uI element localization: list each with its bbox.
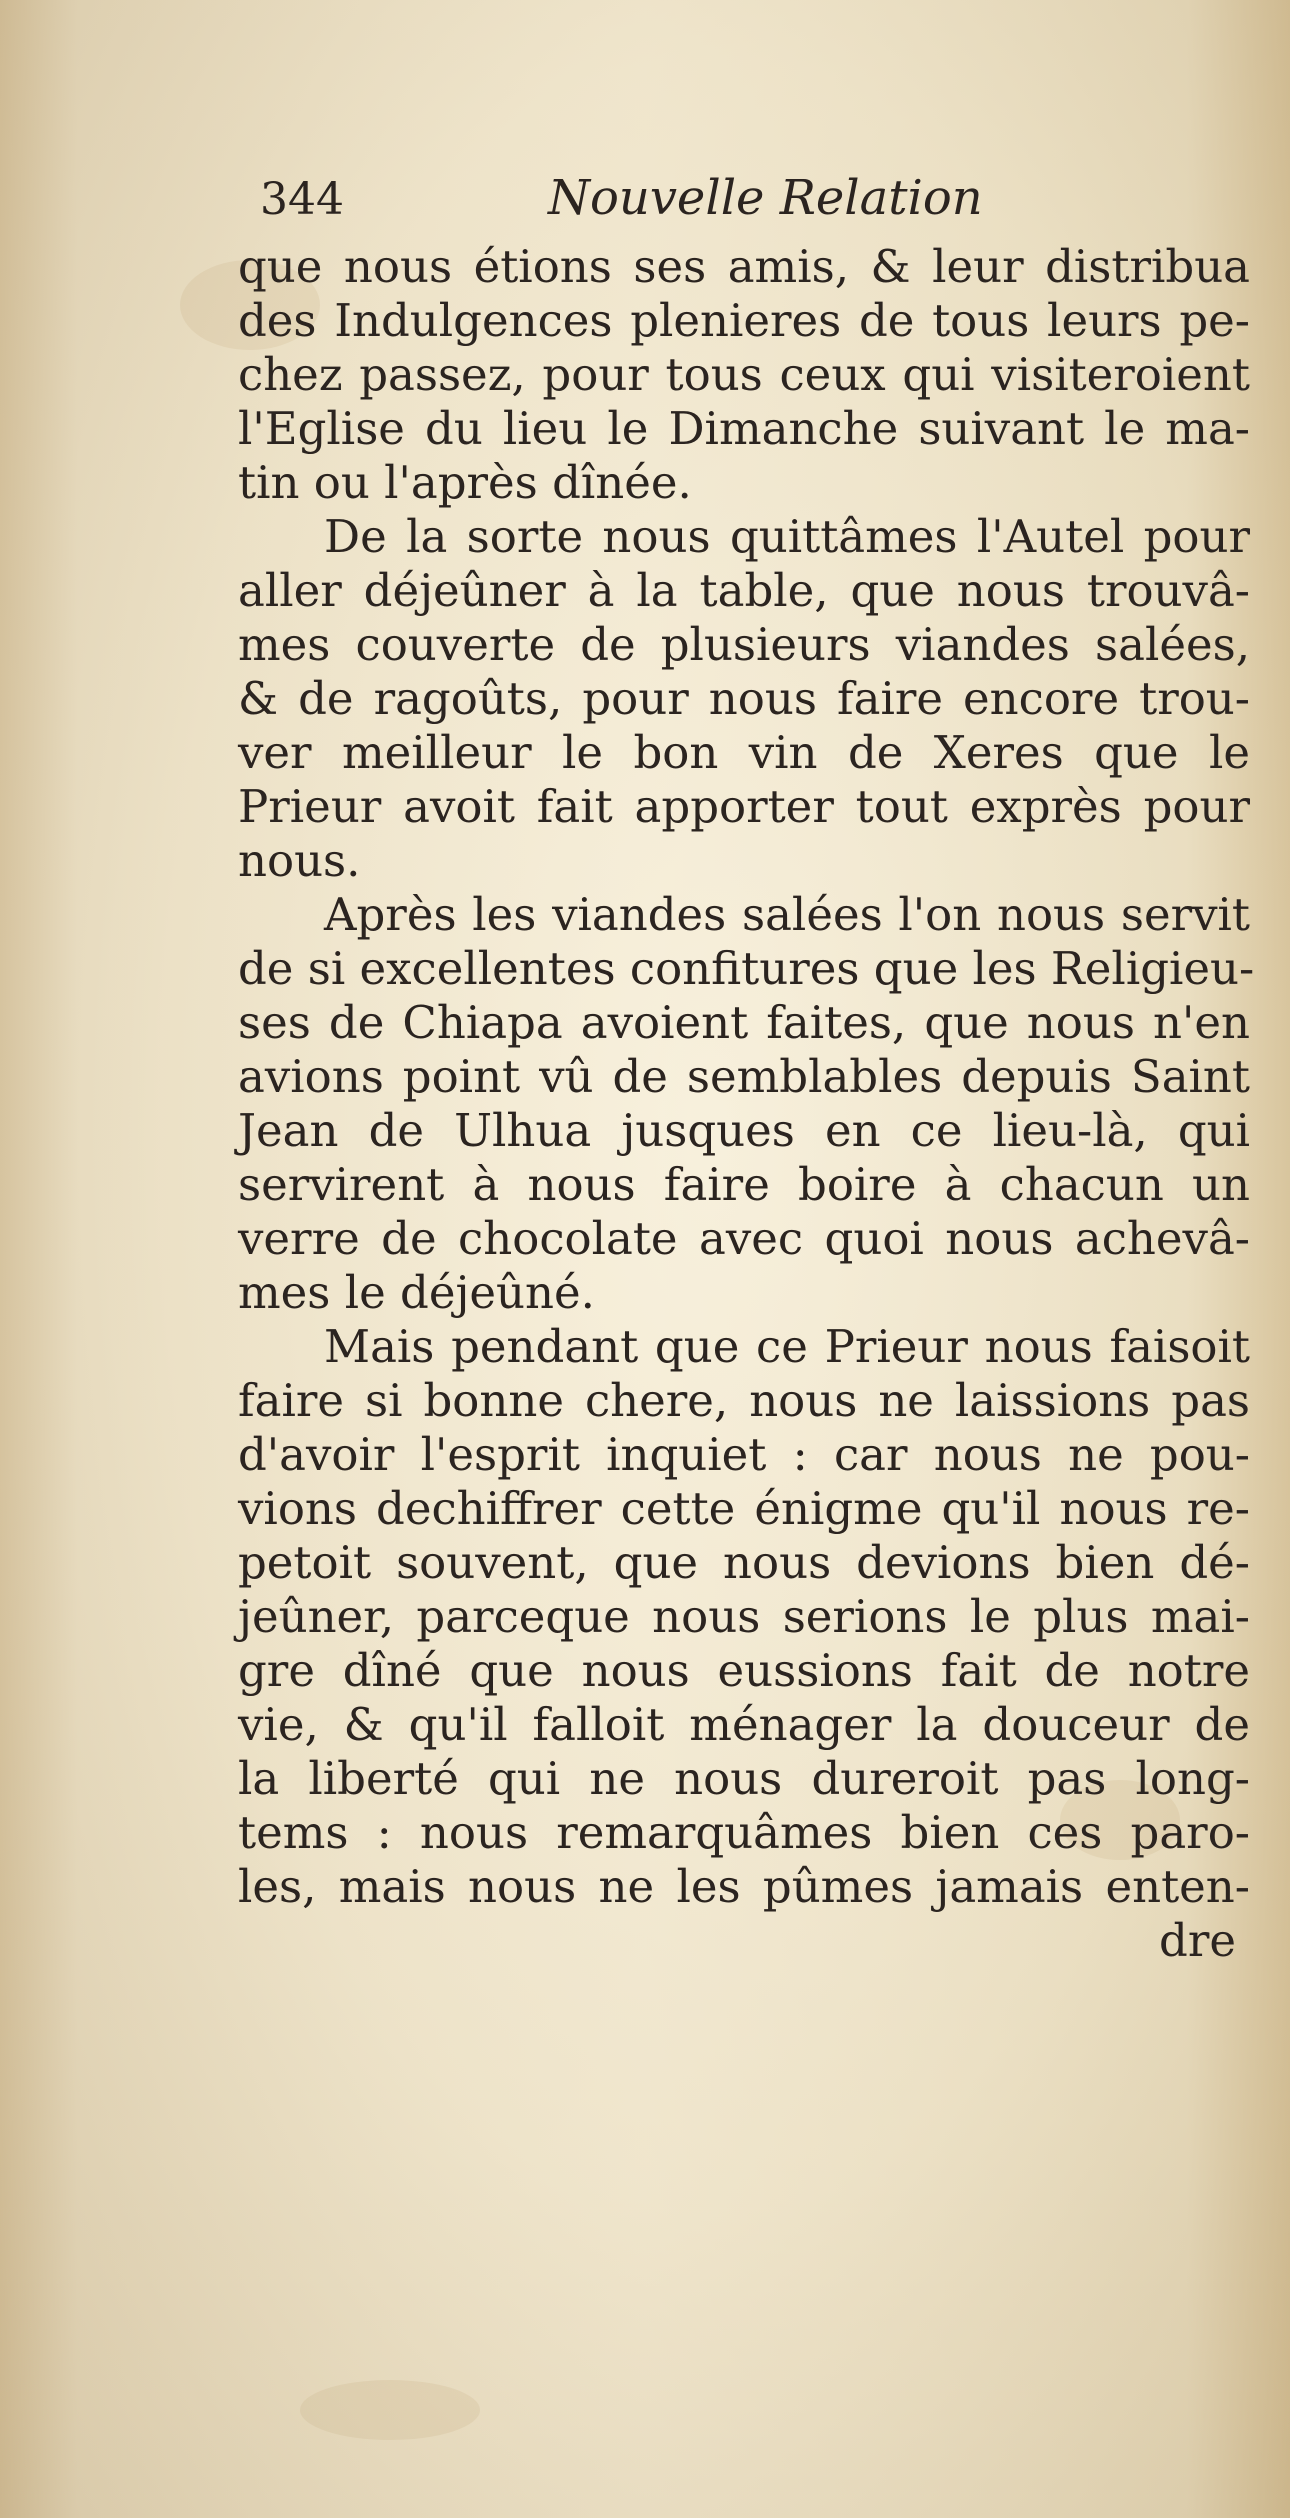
text-line: des Indulgences plenieres de tous leurs pe- [238, 294, 1250, 347]
text-line: jeûner, parceque nous serions le plus mai- [238, 1590, 1250, 1643]
page-number: 344 [260, 174, 344, 225]
text-line: servirent à nous faire boire à chacun un [238, 1158, 1250, 1211]
text-line: ver meilleur le bon vin de Xeres que le [238, 726, 1250, 779]
text-line: gre dîné que nous eussions fait de notre [238, 1644, 1250, 1697]
text-line: tems : nous remarquâmes bien ces paro- [238, 1806, 1250, 1859]
text-line: Prieur avoit fait apporter tout exprès pour [238, 780, 1250, 833]
text-line: vie, & qu'il falloit ménager la douceur de [238, 1698, 1250, 1751]
text-line: nous. [238, 834, 361, 887]
text-line: Après les viandes salées l'on nous servit [324, 888, 1250, 941]
text-line: Jean de Ulhua jusques en ce lieu-là, qui [238, 1104, 1250, 1157]
text-line: aller déjeûner à la table, que nous trouvâ- [238, 564, 1250, 617]
text-line: Mais pendant que ce Prieur nous faisoit [324, 1320, 1250, 1373]
text-line: que nous étions ses amis, & leur distribua [238, 240, 1250, 293]
text-line: faire si bonne chere, nous ne laissions pas [238, 1374, 1250, 1427]
text-line: petoit souvent, que nous devions bien dé- [238, 1536, 1250, 1589]
text-line: vions dechiffrer cette énigme qu'il nous re- [238, 1482, 1250, 1535]
text-line: mes couverte de plusieurs viandes salées, [238, 618, 1250, 671]
text-line: avions point vû de semblables depuis Saint [238, 1050, 1250, 1103]
text-line: tin ou l'après dînée. [238, 456, 692, 509]
paper-stain [300, 2380, 480, 2440]
text-line: de si excellentes confitures que les Religieu- [238, 942, 1255, 995]
text-line: ses de Chiapa avoient faites, que nous n'en [238, 996, 1250, 1049]
text-line: d'avoir l'esprit inquiet : car nous ne pou- [238, 1428, 1250, 1481]
text-line: chez passez, pour tous ceux qui visiteroient [238, 348, 1250, 401]
catchword: dre [1159, 1914, 1236, 1967]
text-line: & de ragoûts, pour nous faire encore trou- [238, 672, 1250, 725]
text-line: les, mais nous ne les pûmes jamais enten- [238, 1860, 1250, 1913]
text-line: mes le déjeûné. [238, 1266, 595, 1319]
text-line: la liberté qui ne nous dureroit pas long- [238, 1752, 1250, 1805]
text-line: verre de chocolate avec quoi nous achevâ- [238, 1212, 1250, 1265]
running-title: Nouvelle Relation [548, 170, 983, 226]
text-block [238, 162, 1255, 1968]
text-line: De la sorte nous quittâmes l'Autel pour [324, 510, 1250, 563]
text-line: l'Eglise du lieu le Dimanche suivant le ma- [238, 402, 1250, 455]
page-header [238, 162, 1250, 240]
